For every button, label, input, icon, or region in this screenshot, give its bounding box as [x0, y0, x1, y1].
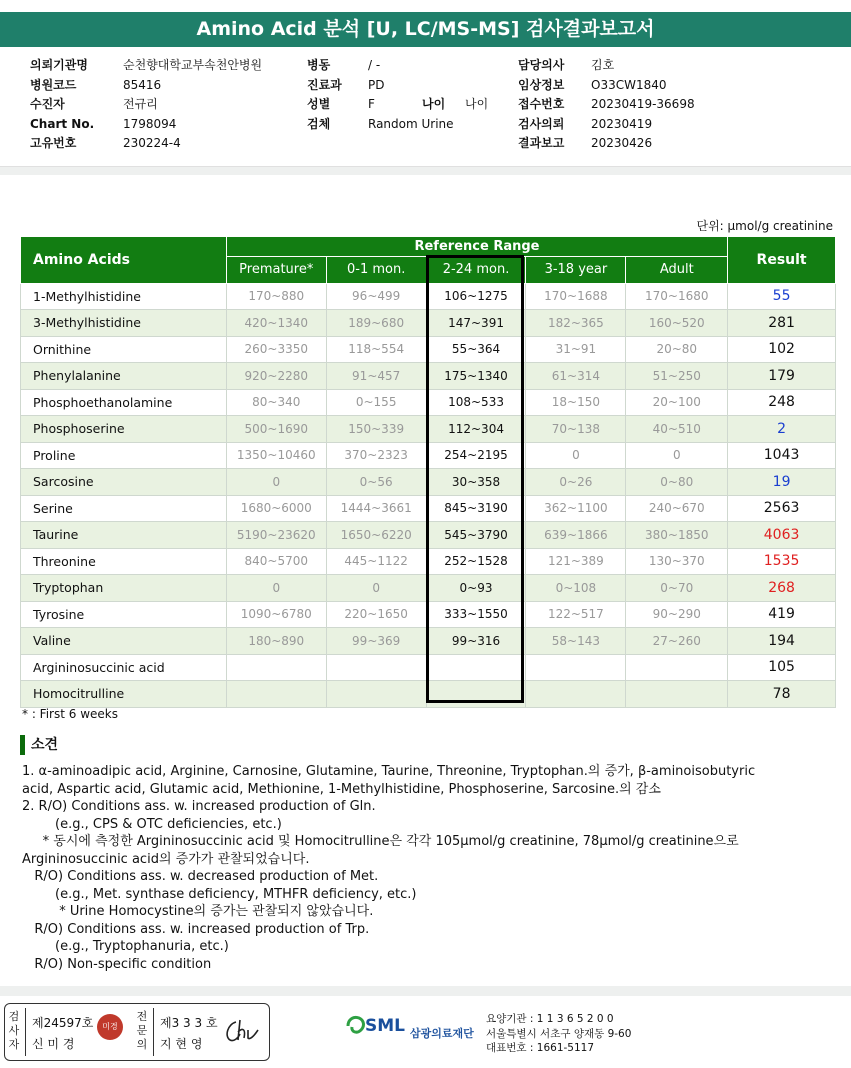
info-label: 담당의사: [518, 58, 565, 72]
remark-line: (e.g., CPS & OTC deficiencies, etc.): [22, 816, 282, 832]
table-row: [21, 601, 836, 628]
result-cell: 281: [728, 310, 836, 337]
info-label: 성별: [307, 97, 331, 111]
age-label: 나이: [422, 97, 446, 111]
handwritten-signature: [222, 1016, 262, 1046]
info-col-3-values: [591, 56, 695, 154]
header-ref-col: 0-1 mon.: [326, 257, 426, 284]
amino-acid-name: 3-Methylhistidine: [21, 310, 227, 337]
reference-range-cell: 122~517: [526, 601, 626, 628]
result-cell: 179: [728, 363, 836, 390]
remark-title: 소견: [20, 735, 58, 755]
result-cell: 248: [728, 389, 836, 416]
amino-acid-name: Valine: [21, 628, 227, 655]
info-value: F: [368, 97, 375, 111]
remark-line: R/O) Conditions ass. w. increased production of Trp.: [22, 921, 370, 937]
info-label: Chart No.: [30, 116, 95, 131]
amino-acid-name: Proline: [21, 442, 227, 469]
info-label: 임상정보: [518, 77, 565, 92]
remark-line: Argininosuccinic acid의 증가가 관찰되었습니다.: [22, 851, 310, 867]
amino-acid-name: Ornithine: [21, 336, 227, 363]
header-ref-col: Adult: [626, 257, 728, 284]
header-reference-range: Reference Range: [226, 237, 727, 257]
table-row: [21, 548, 836, 575]
amino-acid-table: [20, 236, 836, 708]
info-col-1-values: [123, 56, 262, 154]
reference-range-cell: 112~304: [426, 416, 526, 443]
reference-range-cell: 0~70: [626, 575, 728, 602]
result-cell: 1535: [728, 548, 836, 575]
reference-range-cell: 18~150: [526, 389, 626, 416]
info-value: 85416: [123, 77, 162, 92]
result-cell: 102: [728, 336, 836, 363]
report-title: Amino Acid 분석 [U, LC/MS-MS] 검사결과보고서: [0, 12, 851, 47]
reference-range-cell: 220~1650: [326, 601, 426, 628]
amino-acid-name: Taurine: [21, 522, 227, 549]
amino-acid-name: Homocitrulline: [21, 681, 227, 708]
table-row: [21, 654, 836, 681]
table-row: [21, 495, 836, 522]
reference-range-cell: [426, 654, 526, 681]
table-row: [21, 469, 836, 496]
reference-range-cell: 130~370: [626, 548, 728, 575]
result-cell: 194: [728, 628, 836, 655]
info-label: 의뢰기관명: [30, 58, 88, 72]
reference-range-cell: [526, 654, 626, 681]
sml-phone: 대표번호 : 1661-5117: [486, 1042, 595, 1054]
remark-line: (e.g., Met. synthase deficiency, MTHFR deficiency, etc.): [22, 886, 417, 902]
amino-acid-name: Phosphoserine: [21, 416, 227, 443]
reference-range-cell: 170~1688: [526, 283, 626, 310]
result-cell: 419: [728, 601, 836, 628]
reference-range-cell: 90~290: [626, 601, 728, 628]
footnote: * : First 6 weeks: [22, 707, 118, 721]
reference-range-cell: 189~680: [326, 310, 426, 337]
table-row: [21, 363, 836, 390]
header-result: Result: [728, 237, 836, 284]
signature-divider: [153, 1008, 154, 1056]
info-col-2: [307, 56, 342, 134]
reference-range-cell: 99~316: [426, 628, 526, 655]
unit-label: 단위: μmol/g creatinine: [696, 219, 833, 233]
amino-acid-name: Phosphoethanolamine: [21, 389, 227, 416]
info-value: 20230419-36698: [591, 97, 695, 111]
reference-range-cell: 240~670: [626, 495, 728, 522]
reference-range-cell: 0: [526, 442, 626, 469]
remark-line: * 동시에 측정한 Argininosuccinic acid 및 Homocitrulline은 각각 105μmol/g creatinine, 78μmol/g creatinine으로: [22, 834, 739, 849]
reference-range-cell: 99~369: [326, 628, 426, 655]
reference-range-cell: [226, 654, 326, 681]
signature-left-vertical: 검사자: [8, 1010, 20, 1051]
info-label: 진료과: [307, 77, 342, 92]
reference-range-cell: 254~2195: [426, 442, 526, 469]
reference-range-cell: [526, 681, 626, 708]
reference-range-cell: 260~3350: [226, 336, 326, 363]
info-value: 20230419: [591, 116, 653, 131]
header-ref-col: 2-24 mon.: [426, 257, 526, 284]
sml-info: [486, 1012, 631, 1056]
table-row: [21, 442, 836, 469]
signature-divider: [25, 1008, 26, 1056]
info-value: 전규리: [123, 97, 158, 111]
reference-range-cell: 175~1340: [426, 363, 526, 390]
sml-logo-text: SML: [365, 1016, 405, 1036]
signature-right-name: 지 현 영: [160, 1037, 203, 1051]
table-row: [21, 310, 836, 337]
reference-range-cell: 0~108: [526, 575, 626, 602]
info-label: 수진자: [30, 97, 65, 111]
remark-line: acid, Aspartic acid, Glutamic acid, Methionine, 1-Methylhistidine, Phosphoserine, Sarcosine.의 감소: [22, 781, 661, 797]
reference-range-cell: [426, 681, 526, 708]
table-row: [21, 522, 836, 549]
table-row: [21, 681, 836, 708]
result-cell: 105: [728, 654, 836, 681]
reference-range-cell: 0: [226, 575, 326, 602]
info-label: 검사의뢰: [518, 116, 565, 131]
remark-line: 1. α-aminoadipic acid, Arginine, Carnosine, Glutamine, Taurine, Threonine, Tryptophan.의 증가, β-aminoisobutyric: [22, 764, 756, 779]
bottom-band: [0, 986, 851, 996]
table-row: [21, 283, 836, 310]
info-label: 결과보고: [518, 136, 565, 150]
result-cell: 1043: [728, 442, 836, 469]
reference-range-cell: 96~499: [326, 283, 426, 310]
reference-range-cell: 40~510: [626, 416, 728, 443]
result-cell: 55: [728, 283, 836, 310]
remark-line: * Urine Homocystine의 증가는 관찰되지 않았습니다.: [22, 904, 374, 919]
amino-acid-name: 1-Methylhistidine: [21, 283, 227, 310]
reference-range-cell: 545~3790: [426, 522, 526, 549]
table-row: [21, 416, 836, 443]
signature-right-number: 제3 3 3 호: [160, 1016, 218, 1030]
reference-range-cell: 61~314: [526, 363, 626, 390]
reference-range-cell: 445~1122: [326, 548, 426, 575]
sml-address: 서울특별시 서초구 양재동 9-60: [486, 1027, 632, 1040]
reference-range-cell: [226, 681, 326, 708]
result-cell: 2: [728, 416, 836, 443]
info-label: 접수번호: [518, 97, 565, 111]
info-value: 1798094: [123, 116, 177, 131]
reference-range-cell: 380~1850: [626, 522, 728, 549]
seal-stamp: 미경: [97, 1014, 123, 1040]
reference-range-cell: 160~520: [626, 310, 728, 337]
reference-range-cell: 180~890: [226, 628, 326, 655]
amino-acid-name: Sarcosine: [21, 469, 227, 496]
info-value: Random Urine: [368, 116, 454, 131]
result-cell: 19: [728, 469, 836, 496]
reference-range-cell: 27~260: [626, 628, 728, 655]
reference-range-cell: [626, 681, 728, 708]
info-value: PD: [368, 77, 385, 92]
reference-range-cell: 420~1340: [226, 310, 326, 337]
reference-range-cell: 150~339: [326, 416, 426, 443]
reference-range-cell: 0: [626, 442, 728, 469]
reference-range-cell: 1444~3661: [326, 495, 426, 522]
reference-range-cell: 845~3190: [426, 495, 526, 522]
reference-range-cell: 70~138: [526, 416, 626, 443]
reference-range-cell: 121~389: [526, 548, 626, 575]
reference-range-cell: 500~1690: [226, 416, 326, 443]
info-col-1: [30, 56, 94, 154]
reference-range-cell: 0~155: [326, 389, 426, 416]
result-cell: 2563: [728, 495, 836, 522]
info-value: / -: [368, 58, 381, 72]
reference-range-cell: 20~80: [626, 336, 728, 363]
reference-range-cell: 639~1866: [526, 522, 626, 549]
reference-range-cell: 252~1528: [426, 548, 526, 575]
remark-line: R/O) Conditions ass. w. decreased production of Met.: [22, 869, 379, 884]
amino-acid-name: Phenylalanine: [21, 363, 227, 390]
header-ref-col: 3-18 year: [526, 257, 626, 284]
reference-range-cell: 20~100: [626, 389, 728, 416]
signature-left-number: 제24597호: [32, 1016, 94, 1030]
reference-range-cell: 0~80: [626, 469, 728, 496]
reference-range-cell: 170~1680: [626, 283, 728, 310]
amino-acid-name: Tyrosine: [21, 601, 227, 628]
reference-range-cell: 0: [226, 469, 326, 496]
info-value: 김호: [591, 58, 615, 72]
result-cell: 268: [728, 575, 836, 602]
reference-range-cell: 182~365: [526, 310, 626, 337]
result-cell: 4063: [728, 522, 836, 549]
sml-logo-icon: [345, 1014, 367, 1038]
reference-range-cell: 91~457: [326, 363, 426, 390]
reference-range-cell: 1650~6220: [326, 522, 426, 549]
reference-range-cell: [326, 681, 426, 708]
remark-line: 2. R/O) Conditions ass. w. increased production of Gln.: [22, 799, 376, 814]
reference-range-cell: 58~143: [526, 628, 626, 655]
reference-range-cell: 5190~23620: [226, 522, 326, 549]
info-col-3: [518, 56, 564, 154]
reference-range-cell: 31~91: [526, 336, 626, 363]
reference-range-cell: 0~93: [426, 575, 526, 602]
reference-range-cell: 920~2280: [226, 363, 326, 390]
table-row: [21, 336, 836, 363]
reference-range-cell: 0~56: [326, 469, 426, 496]
reference-range-cell: 106~1275: [426, 283, 526, 310]
reference-range-cell: 1090~6780: [226, 601, 326, 628]
info-value: O33CW1840: [591, 77, 667, 92]
reference-range-cell: 1350~10460: [226, 442, 326, 469]
amino-acid-name: Serine: [21, 495, 227, 522]
separator-band: [0, 166, 851, 175]
info-label: 검체: [307, 116, 331, 131]
reference-range-cell: 0~26: [526, 469, 626, 496]
info-value: 20230426: [591, 136, 653, 150]
table-row: [21, 575, 836, 602]
reference-range-cell: 170~880: [226, 283, 326, 310]
reference-range-cell: [326, 654, 426, 681]
sml-name: 삼광의료재단: [410, 1027, 474, 1040]
signature-right-vertical: 전문의: [136, 1010, 148, 1051]
reference-range-cell: 370~2323: [326, 442, 426, 469]
reference-range-cell: 80~340: [226, 389, 326, 416]
remark-line: R/O) Non-specific condition: [22, 956, 212, 972]
reference-range-cell: 840~5700: [226, 548, 326, 575]
reference-range-cell: 51~250: [626, 363, 728, 390]
header-amino-acids: Amino Acids: [21, 237, 227, 284]
reference-range-cell: 147~391: [426, 310, 526, 337]
info-label: 고유번호: [30, 136, 77, 150]
reference-range-cell: 1680~6000: [226, 495, 326, 522]
reference-range-cell: 333~1550: [426, 601, 526, 628]
info-value: 순천향대학교부속천안병원: [123, 58, 263, 72]
reference-range-cell: 30~358: [426, 469, 526, 496]
header-ref-col: Premature*: [226, 257, 326, 284]
reference-range-cell: 362~1100: [526, 495, 626, 522]
amino-acid-name: Threonine: [21, 548, 227, 575]
remark-line: (e.g., Tryptophanuria, etc.): [22, 939, 229, 954]
result-cell: 78: [728, 681, 836, 708]
amino-acid-name: Tryptophan: [21, 575, 227, 602]
reference-range-cell: [626, 654, 728, 681]
reference-range-cell: 108~533: [426, 389, 526, 416]
amino-acid-name: Argininosuccinic acid: [21, 654, 227, 681]
info-label: 병동: [307, 58, 331, 72]
sml-code: 요양기관 : 1 1 3 6 5 2 0 0: [486, 1013, 614, 1025]
info-label: 병원코드: [30, 77, 77, 92]
remarks: [22, 763, 822, 973]
table-row: [21, 628, 836, 655]
signature-left-name: 신 미 경: [32, 1037, 75, 1051]
info-value: 230224-4: [123, 136, 181, 150]
reference-range-cell: 0: [326, 575, 426, 602]
table-row: [21, 389, 836, 416]
reference-range-cell: 118~554: [326, 336, 426, 363]
age-value: 나이: [465, 97, 489, 111]
reference-range-cell: 55~364: [426, 336, 526, 363]
